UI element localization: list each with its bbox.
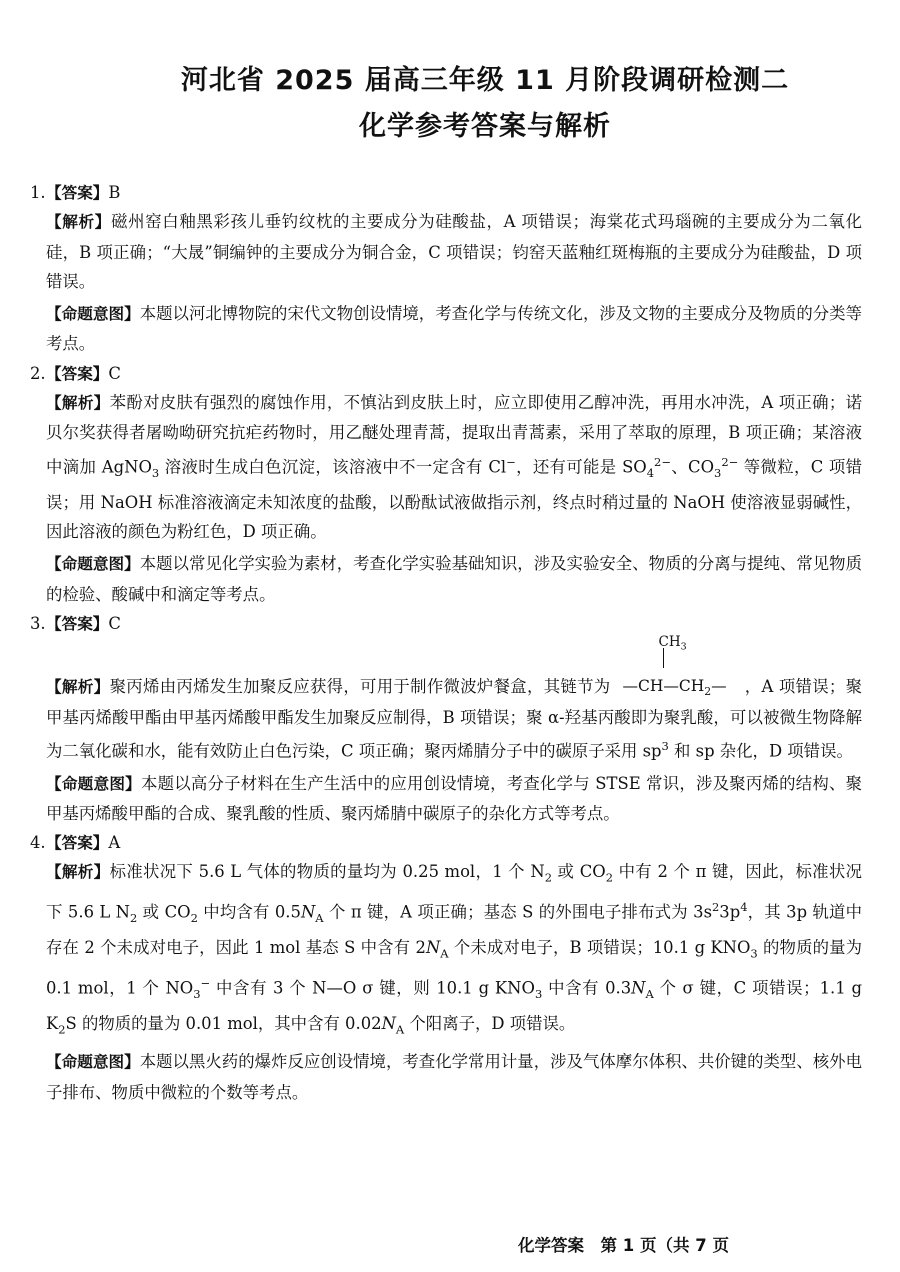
question-2-intent bbox=[30, 549, 862, 609]
answer-value: C bbox=[108, 613, 121, 633]
question-3-analysis: 【解析】聚丙烯由丙烯发生加聚反应获得，可用于制作微波炉餐盒，其链节为 $CH_3$ $—CH—CH_2—$ ，A 项错误；聚甲基丙烯酸甲酯由甲基丙烯酸甲酯发生加聚反应制得，B 项错误；聚 α-羟基丙酸即为聚乳酸，可以被微生物降解为二氧化碳和水，能有效防止白色污染，C 项正确；聚丙烯腈分子中的碳原子采用 $sp^3$ 和 sp 杂化，D 项错误。 bbox=[46, 634, 863, 761]
answer-label: 【答案】 bbox=[46, 184, 109, 202]
answer-label: 【答案】 bbox=[46, 614, 109, 633]
bond-line bbox=[663, 648, 664, 668]
analysis-label: 【解析】 bbox=[46, 394, 110, 413]
analysis-text: 标准状况下 5.6 L 气体的物质的量均为 0.25 mol，1 个 N bbox=[109, 862, 545, 882]
question-number: 4. bbox=[30, 833, 46, 853]
question-3-answer bbox=[30, 609, 862, 638]
answer-value: C bbox=[108, 363, 121, 383]
question-4-analysis: 【解析】标准状况下 5.6 L 气体的物质的量均为 0.25 mol，1 个 $N_2$ 或 $CO_2$ 中有 2 个 π 键，因此，标准状况下 5.6 L $N_2$ 或 $CO_2$ 中均含有 $0.5N_A$ 个 π 键，A 项正确；基态 S 的外围电子排布式为 $3s^23p^4$，其 3p 轨道中存在 2 个未成对电子，因此 1 mol 基态 S 中含有 $2N_A$ 个未成对电子，B 项错误；10.1 g $KNO_3$ 的物质的量为 0.1 mol，1 个 $NO_3^-$ 中含有 3 个 N—O σ 键，则 10.1 g $KNO_3$ 中含有 $0.3N_A$ 个 σ 键，C 项错误；1.1 g $K_2S$ 的物质的量为 0.01 mol，其中含有 $0.02N_A$ 个阳离子，D 项错误。 bbox=[46, 862, 862, 1036]
question-2-answer bbox=[30, 359, 862, 388]
intent-text: 本题以黑火药的爆炸反应创设情境，考查化学常用计量，涉及气体摩尔体积、共价键的类型、核外电子排布、物质中微粒的个数等考点。 bbox=[46, 1052, 862, 1102]
intent-label: 【命题意图】 bbox=[46, 1053, 140, 1072]
polypropylene-repeat-unit: $CH_3$ $—CH—CH_2—$ bbox=[622, 634, 727, 699]
answer-content bbox=[30, 178, 862, 1107]
intent-label: 【命题意图】 bbox=[46, 555, 140, 574]
intent-label: 【命题意图】 bbox=[46, 305, 140, 324]
question-3-intent bbox=[30, 769, 862, 829]
question-1-answer bbox=[30, 178, 862, 207]
answer-value: A bbox=[108, 833, 121, 853]
answer-label: 【答案】 bbox=[46, 834, 109, 853]
question-1-intent bbox=[30, 299, 862, 359]
analysis-label: 【解析】 bbox=[46, 213, 112, 232]
question-4-intent bbox=[30, 1047, 862, 1107]
analysis-label: 【解析】 bbox=[46, 678, 110, 697]
question-4-answer bbox=[30, 828, 862, 857]
question-number: 2. bbox=[30, 363, 46, 383]
question-number: 1. bbox=[30, 183, 46, 202]
intent-text: 本题以高分子材料在生产生活中的应用创设情境，考查化学与 STSE 常识，涉及聚丙烯的结构、聚甲基丙烯酸甲酯的合成、聚乳酸的性质、聚丙烯腈中碳原子的杂化方式等考点。 bbox=[46, 773, 862, 823]
answer-value: B bbox=[108, 183, 121, 202]
question-1-analysis bbox=[30, 207, 862, 296]
page-footer: 化学答案 第 1 页（共 7 页 bbox=[518, 1236, 729, 1255]
answer-label: 【答案】 bbox=[46, 364, 109, 383]
question-number: 3. bbox=[30, 613, 46, 633]
analysis-text: 苯酚对皮肤有强烈的腐蚀作用，不慎沾到皮肤上时，应立即使用乙醇冲洗，再用水冲洗，A 项正确；诺贝尔奖获得者屠呦呦研究抗疟药物时，用乙醚处理青蒿，提取出青蒿素，采用了萃取的原理，B 项正确；某溶液中滴加 AgNO bbox=[46, 393, 862, 477]
analysis-label: 【解析】 bbox=[46, 863, 110, 882]
intent-label: 【命题意图】 bbox=[46, 774, 141, 793]
analysis-text: 磁州窑白釉黑彩孩儿垂钓纹枕的主要成分为硅酸盐，A 项错误；海棠花式玛瑙碗的主要成分为二氧化硅，B 项正确；“大晟”铜编钟的主要成分为铜合金，C 项错误；钧窑天蓝釉红斑梅瓶的主要成分为硅酸盐，D 项错误。 bbox=[46, 212, 862, 291]
analysis-text: 聚丙烯由丙烯发生加聚反应获得，可用于制作微波炉餐盒，其链节为 bbox=[109, 677, 611, 697]
intent-text: 本题以常见化学实验为素材，考查化学实验基础知识，涉及实验安全、物质的分离与提纯、常见物质的检验、酸碱中和滴定等考点。 bbox=[46, 554, 862, 604]
question-2-analysis: 【解析】苯酚对皮肤有强烈的腐蚀作用，不慎沾到皮肤上时，应立即使用乙醇冲洗，再用水冲洗，A 项正确；诺贝尔奖获得者屠呦呦研究抗疟药物时，用乙醚处理青蒿，提取出青蒿素，采用了萃取的原理，B 项正确；某溶液中滴加 AgNO$_3$ 溶液时生成白色沉淀，该溶液中不一定含有 Cl−，还有可能是 $SO_4^{2-}$、$CO_3^{2-}$ 等微粒，C 项错误；用 NaOH 标准溶液滴定未知浓度的盐酸，以酚酞试液做指示剂，终点时稍过量的 NaOH 使溶液显弱碱性，因此溶液的颜色为粉红色，D 项正确。 bbox=[46, 393, 862, 542]
intent-text: 本题以河北博物院的宋代文物创设情境，考查化学与传统文化，涉及文物的主要成分及物质的分类等考点。 bbox=[46, 304, 862, 354]
page-subtitle: 化学参考答案与解析 bbox=[359, 111, 611, 142]
page-title: 河北省 2025 届高三年级 11 月阶段调研检测二 bbox=[180, 65, 790, 96]
